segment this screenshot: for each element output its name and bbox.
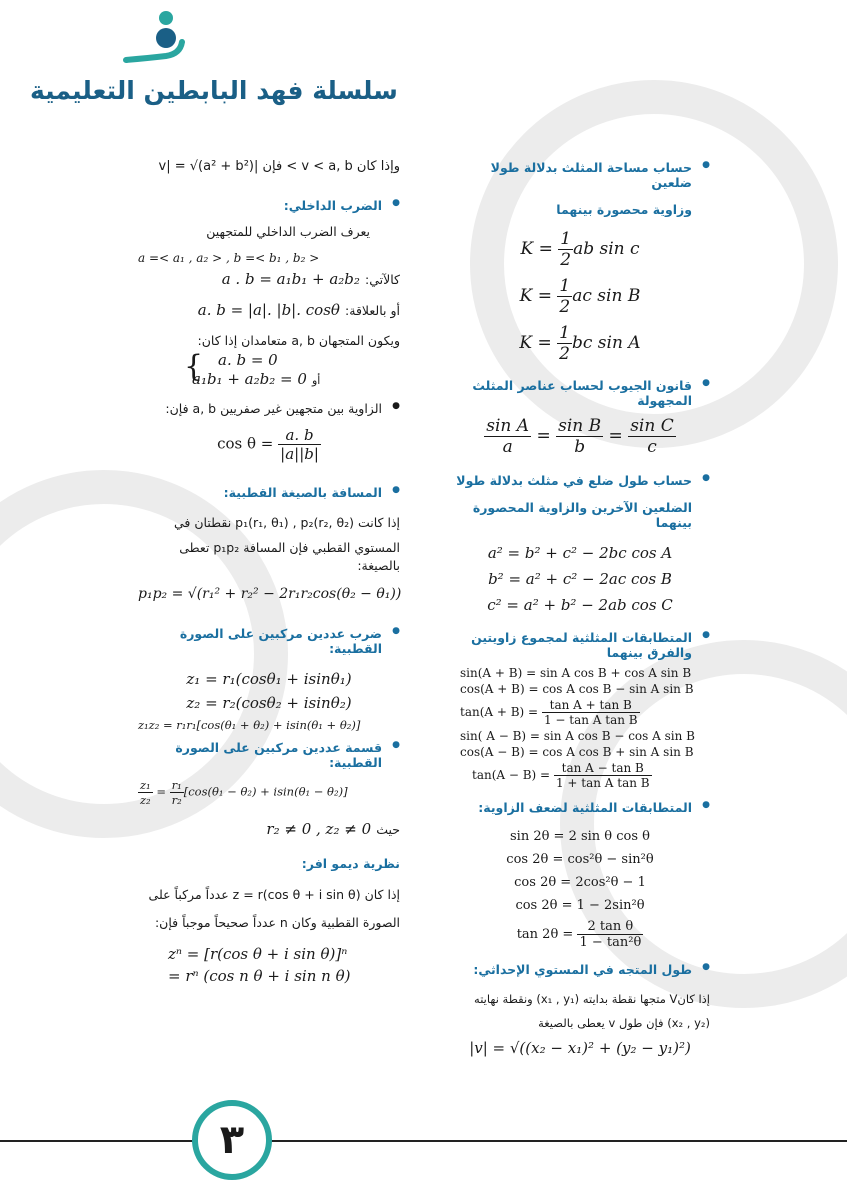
cosine-formula-b: b² = a² + c² − 2ac cos B [488,570,672,588]
law-of-sines-formula: $\frac{\text{sin A}}{a}$ = $\frac{\text{sin B}}{b}$ = $\frac{\text{sin C}}{c}$ [486,416,674,457]
logo-icon [118,6,198,66]
cos-diff: cos(A − B) = cos A cos B + sin A sin B [460,745,694,759]
area-formula-1: K = $\frac{1}{2}$ ab sin c [520,229,640,270]
demoivre-formula-1: zⁿ = [r(cos θ + i sin θ)]ⁿ [168,945,348,964]
area-heading: ● حساب مساحة المثلث بدلالة طولا ضلعين وزاوية محصورة بينهما [450,160,710,217]
dot-product-heading: ● الضرب الداخلي: [138,198,400,213]
vector-length-formula: |v| = √((x₂ − x₁)² + (y₂ − y₁)²) [469,1039,691,1058]
cos-sum: cos(A + B) = cos A cos B − sin A sin B [460,682,694,696]
angle-between-vectors-heading: ● الزاوية بين متجهين غير صفريين a, b فإن: [138,401,400,416]
dot-product-rule-row: كالآتي: a . b = a₁b₁ + a₂b₂ [221,269,400,288]
cosine-formula-c: c² = a² + b² − 2ab cos C [487,596,673,614]
cos-theta-formula: cos θ = $\frac{a. b}{|a||b|}$ [217,425,319,463]
demoivre-heading: نظرية ديمو افر: [301,855,400,871]
law-of-sines-heading: ● قانون الجيوب لحساب عناصر المثلث المجهولة [450,378,710,408]
polar-distance-line-1: إذا كانت p₁(r₁, θ₁) , p₂(r₂, θ₂) نقطتان في [174,514,400,530]
demoivre-line-2: الصورة القطبية وكان n عدداً صحيحاً موجباً فإن: [154,914,400,930]
sum-diff-block [450,666,710,790]
footer-rule [0,1140,847,1142]
polar-product-heading: ● ضرب عددين مركبين على الصورة القطبية: [138,626,400,656]
vector-length-line-2: (x₂ , y₂) فإن طول v يعطى بالصيغة [538,1016,710,1031]
polar-product-formula: z₁z₂ = r₁r₁[cos(θ₁ + θ₂) + isin(θ₁ + θ₂)] [138,718,361,733]
right-column [450,160,710,1057]
polar-distance-formula: p₁p₂ = √(r₁² + r₂² − 2r₁r₂cos(θ₂ − θ₁)) [138,586,402,603]
double-angle-cos-3: cos 2θ = 1 − 2sin²θ [515,898,645,913]
left-column [138,158,400,985]
double-angle-tan: tan 2θ = $\frac{\text{2 tan θ}}{\text{1 − tan²θ}}$ [516,919,642,950]
area-formula-2: K = $\frac{1}{2}$ ac sin B [519,276,641,317]
series-title: سلسلة فهد البابطين التعليمية [30,76,398,105]
polar-quotient-formula: $\frac{\text{z₁}}{\text{z₂}}$ = $\frac{\text{r₁}}{\text{r₂}}$ [cos(θ₁ − θ₂) + isin(θ₁ − θ₂)] [140,778,348,808]
polar-quotient-heading: ● قسمة عددين مركبين على الصورة القطبية: [138,740,400,770]
polar-distance-line-2: المستوي القطبي فإن المسافة p₁p₂ تعطى بالصيغة: [179,540,400,573]
polar-quotient-condition: حيث r₂ ≠ 0 , z₂ ≠ 0 [266,820,400,839]
area-formula-3: K = $\frac{1}{2}$ bc sin A [519,323,641,364]
sum-diff-heading: ● المتطابقات المثلثية لمجموع زاويتين والفرق بينهما [450,630,710,660]
polar-distance-heading: ● المسافة بالصيغة القطبية: [138,485,400,500]
vector-length-line-1: إذا كانV متجها نقطة بدايته (x₁ , y₁) ونقطة نهايته [474,992,710,1006]
cosine-formula-a: a² = b² + c² − 2bc cos A [487,544,673,562]
z1-formula: z₁ = r₁(cosθ₁ + isinθ₁) [186,670,352,689]
sin-diff: sin( A − B) = sin A cos B − cos A sin B [460,729,695,743]
double-angle-heading: ● المتطابقات المثلثية لضعف الزاوية: [450,800,710,815]
vector-length-heading: ● طول المتجه في المستوي الإحداثي: [450,962,710,977]
double-angle-cos-2: cos 2θ = 2cos²θ − 1 [514,875,646,890]
double-angle-sin: sin 2θ = 2 sin θ cos θ [509,829,651,844]
orthogonal-label: ويكون المتجهان a, b متعامدان إذا كان: [197,332,400,348]
dot-product-intro: يعرف الضرب الداخلي للمتجهين [206,224,370,240]
double-angle-cos-1: cos 2θ = cos²θ − sin²θ [506,852,654,867]
tan-sum: tan(A + B) = $\frac{\text{tan A + tan B}}{\text{1 − tan A tan B}}$ [460,698,638,727]
page-number: ٣ [192,1100,272,1180]
tan-diff: tan(A − B) = $\frac{\text{tan A − tan B}}{\text{1 + tan A tan B}}$ [472,761,650,790]
magnitude-text: وإذا كان v < a, b > فإن |v| = √(a² + b²) [158,159,400,174]
demoivre-line-1: إذا كان z = r(cos θ + i sin θ) عدداً مركباً على [148,887,400,903]
demoivre-formula-2: = rⁿ (cos n θ + i sin n θ) [168,967,351,986]
dot-product-relation-row: أو بالعلاقة: a. b = |a|. |b|. cosθ [197,301,400,320]
z2-formula: z₂ = r₂(cosθ₂ + isinθ₂) [186,694,352,713]
sin-sum: sin(A + B) = sin A cos B + cos A sin B [460,666,692,680]
orthogonal-conditions: { a. b = 0 a₁b₁ + a₂b₂ = 0 أو [184,349,321,389]
dot-product-vectors: a =< a₁ , a₂ > , b =< b₁ , b₂ > [138,250,320,265]
law-of-cosines-heading: ● حساب طول ضلع في مثلث بدلالة طولا الضلعين الآخرين والزاوية المحصورة بينهما [450,473,710,530]
